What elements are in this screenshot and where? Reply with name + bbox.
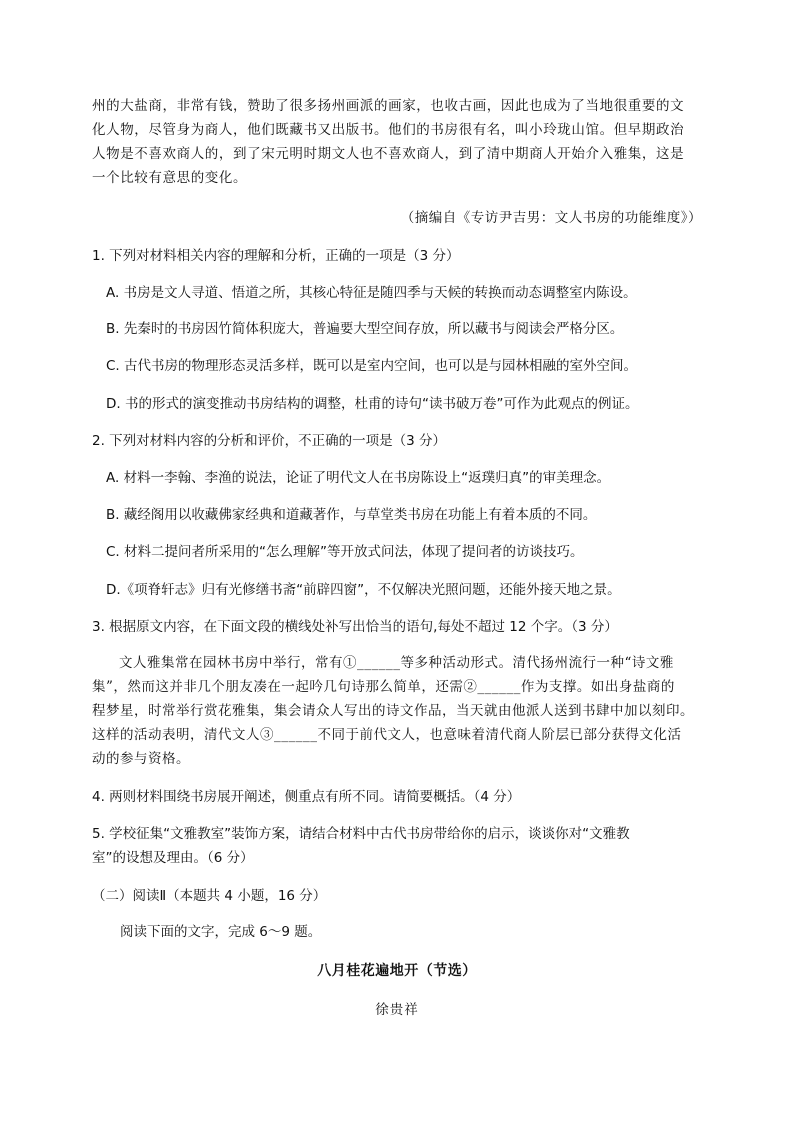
question-1-option-a: A. 书房是文人寻道、悟道之所，其核心特征是随四季与天候的转换而动态调整室内陈设。	[106, 285, 637, 301]
question-1-option-d: D. 书的形式的演变推动书房结构的调整，杜甫的诗句“读书破万卷”可作为此观点的例证。	[106, 396, 639, 412]
question-5-stem	[92, 823, 710, 869]
source-note: （摘编自《专访尹吉男：文人书房的功能维度》）	[400, 210, 702, 226]
passage-line: 州的大盐商，非常有钱，赞助了很多扬州画派的画家，也收古画，因此也成为了当地很重要的文	[92, 98, 685, 114]
fill-line: 程梦星，时常举行赏花雅集，集会请众人写出的诗文作品，当天就由他派人送到书肆中加以刻印。	[92, 703, 694, 719]
passage-line: 人物是不喜欢商人的，到了宋元明时期文人也不喜欢商人，到了清中期商人开始介入雅集，这是	[92, 146, 685, 162]
question-4-stem: 4. 两则材料围绕书房展开阐述，侧重点有所不同。请简要概括。（4 分）	[92, 789, 521, 805]
question-1-stem: 1. 下列对材料相关内容的理解和分析，正确的一项是（3 分）	[92, 248, 460, 264]
question-2-option-c: C. 材料二提问者所采用的“怎么理解”等开放式问法，体现了提问者的访谈技巧。	[106, 544, 584, 560]
fill-line: 这样的活动表明，清代文人③______不同于前代文人，也意味着清代商人阶层已部分获得文化活	[92, 727, 682, 743]
story-title: 八月桂花遍地开（节选）	[317, 963, 477, 979]
fill-line: 动的参与资格。	[92, 751, 190, 767]
question-2-option-d: D.《项脊轩志》归有光修缮书斋“前辟四窗”，不仅解决光照问题，还能外接天地之景。	[106, 582, 621, 598]
reading-instruction: 阅读下面的文字，完成 6～9 题。	[120, 924, 322, 940]
passage-line: 化人物，尽管身为商人，他们既藏书又出版书。他们的书房很有名，叫小玲珑山馆。但早期政治	[92, 122, 685, 138]
fill-line: 集”，然而这并非几个朋友凑在一起吟几句诗那么简单，还需②______作为支撑。如出身盐商的	[92, 679, 675, 695]
fill-line: 文人雅集常在园林书房中举行，常有①______等多种活动形式。清代扬州流行一种“诗文雅	[119, 655, 674, 671]
question-1-option-b: B. 先秦时的书房因竹简体积庞大，普遍要大型空间存放，所以藏书与阅读会严格分区。	[106, 321, 624, 337]
question-2-option-b: B. 藏经阁用以收藏佛家经典和道藏著作，与草堂类书房在功能上有着本质的不同。	[106, 507, 597, 523]
passage-ending	[92, 94, 710, 190]
question-3-fill-passage	[92, 651, 710, 771]
passage-line: 一个比较有意思的变化。	[92, 170, 248, 186]
question-3-stem: 3. 根据原文内容，在下面文段的横线处补写出恰当的语句,每处不超过 12 个字。（3 分）	[92, 619, 618, 635]
question-1-option-c: C. 古代书房的物理形态灵活多样，既可以是室内空间，也可以是与园林相融的室外空间。	[106, 358, 638, 374]
question-5-line: 5. 学校征集“文雅教室”装饰方案，请结合材料中古代书房带给你的启示，谈谈你对“文雅教	[92, 826, 630, 842]
question-2-option-a: A. 材料一李翰、李渔的说法，论证了明代文人在书房陈设上“返璞归真”的审美理念。	[106, 470, 611, 486]
question-2-stem: 2. 下列对材料内容的分析和评价，不正确的一项是（3 分）	[92, 433, 447, 449]
section-heading: （二）阅读Ⅱ（本题共 4 小题，16 分）	[92, 888, 327, 904]
story-author: 徐贵祥	[375, 1002, 419, 1018]
question-5-line: 室”的设想及理由。（6 分）	[92, 850, 254, 866]
